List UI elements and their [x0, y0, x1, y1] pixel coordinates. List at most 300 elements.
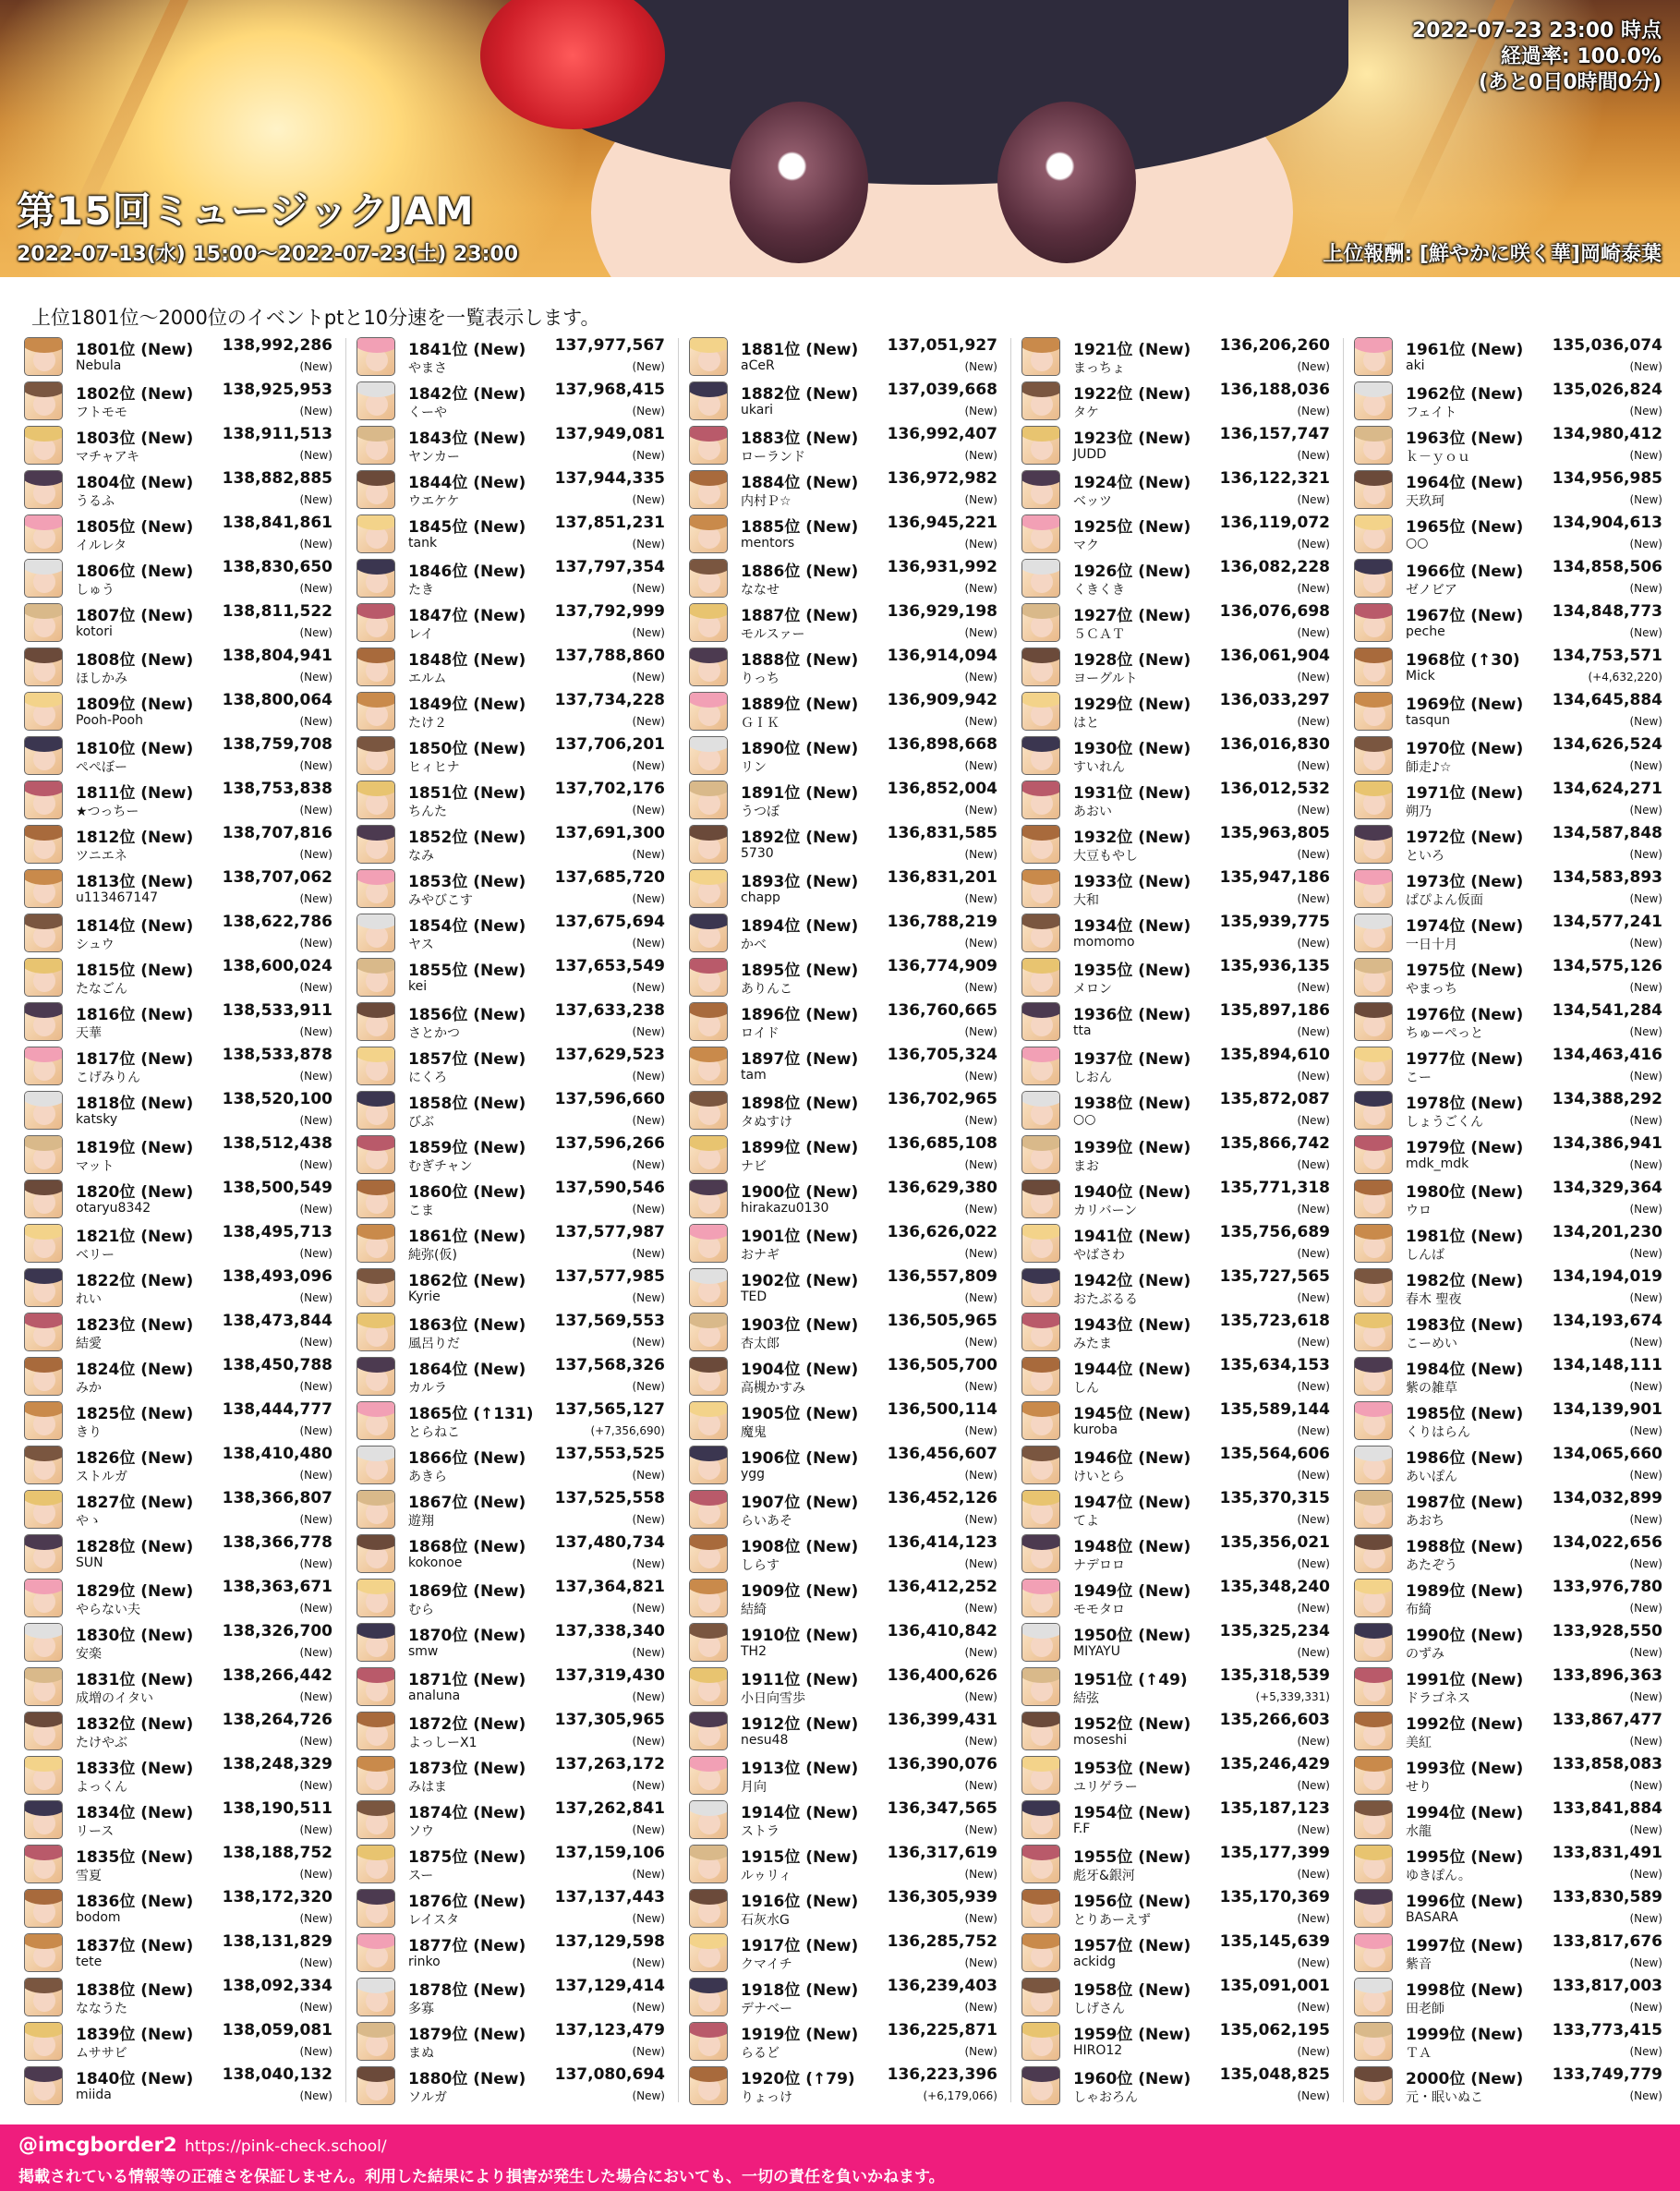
- ten-minute-speed: (New): [299, 1070, 332, 1083]
- rank-label: 1988位 (New): [1406, 1538, 1524, 1556]
- idol-card-icon: [1354, 1579, 1393, 1617]
- ten-minute-speed: (New): [632, 626, 665, 639]
- twitter-handle[interactable]: @imcgborder2: [18, 2134, 177, 2156]
- event-points: 133,976,780: [1552, 1578, 1662, 1596]
- producer-name: すいれん: [1073, 760, 1125, 775]
- ten-minute-speed: (New): [1629, 1380, 1662, 1393]
- rank-label: 1832位 (New): [76, 1715, 194, 1734]
- ten-minute-speed: (New): [632, 1336, 665, 1349]
- idol-card-icon: [1354, 1534, 1393, 1573]
- ten-minute-speed: (New): [1297, 1291, 1330, 1304]
- event-points: 133,928,550: [1552, 1622, 1662, 1640]
- ten-minute-speed: (New): [299, 804, 332, 817]
- ranking-entry: [687, 1044, 1005, 1088]
- rank-label: 1884位 (New): [741, 474, 859, 492]
- event-points: 138,172,320: [222, 1888, 332, 1907]
- ten-minute-speed: (New): [1297, 1025, 1330, 1038]
- ten-minute-speed: (New): [632, 405, 665, 418]
- event-points: 138,992,286: [222, 336, 332, 355]
- producer-name: 紫の雑草: [1406, 1381, 1457, 1396]
- event-points: 134,645,884: [1552, 691, 1662, 709]
- event-points: 136,852,004: [887, 780, 997, 798]
- idol-card-icon: [1021, 1667, 1060, 1706]
- ten-minute-speed: (New): [1629, 2001, 1662, 2014]
- idol-card-icon: [689, 1712, 728, 1750]
- rank-label: 1819位 (New): [76, 1139, 194, 1157]
- ten-minute-speed: (New): [1297, 1380, 1330, 1393]
- ranking-entry: [687, 1088, 1005, 1132]
- ranking-entry: [687, 911, 1005, 955]
- producer-name: なみ: [408, 849, 434, 864]
- rank-label: 1907位 (New): [741, 1494, 859, 1512]
- rank-label: 1971位 (New): [1406, 784, 1524, 803]
- ten-minute-speed: (New): [632, 1158, 665, 1171]
- event-points: 136,909,942: [887, 691, 997, 709]
- idol-card-icon: [1354, 1978, 1393, 2016]
- rank-label: 1856位 (New): [408, 1006, 526, 1024]
- event-points: 138,707,816: [222, 824, 332, 842]
- ranking-entry: [687, 1443, 1005, 1487]
- producer-name: ナビ: [741, 1159, 767, 1174]
- rank-label: 1893位 (New): [741, 873, 859, 891]
- event-points: 136,931,992: [887, 558, 997, 576]
- event-points: 138,040,132: [222, 2065, 332, 2084]
- ranking-entry: [1020, 999, 1337, 1044]
- producer-name: 小日向雪歩: [741, 1691, 805, 1706]
- producer-name: イルレタ: [76, 539, 127, 553]
- idol-card-icon: [357, 648, 395, 686]
- idol-card-icon: [1354, 958, 1393, 997]
- rank-label: 1962位 (New): [1406, 385, 1524, 404]
- idol-card-icon: [1021, 914, 1060, 952]
- ranking-entry: [22, 778, 340, 822]
- ranking-entry: [1352, 1842, 1670, 1886]
- producer-name: TH2: [741, 1644, 767, 1659]
- idol-card-icon: [1021, 825, 1060, 864]
- event-points: 138,882,885: [222, 469, 332, 488]
- event-points: 135,634,153: [1219, 1356, 1330, 1374]
- event-points: 137,577,985: [554, 1267, 665, 1286]
- ranking-entry: [1020, 1398, 1337, 1443]
- event-points: 137,129,414: [554, 1977, 665, 1995]
- rank-label: 1827位 (New): [76, 1494, 194, 1512]
- ten-minute-speed: (New): [632, 1291, 665, 1304]
- event-points: 138,512,438: [222, 1134, 332, 1153]
- event-points: 133,830,589: [1552, 1888, 1662, 1907]
- idol-card-icon: [1021, 603, 1060, 642]
- producer-name: aki: [1406, 358, 1425, 373]
- ranking-entry: [1020, 1975, 1337, 2019]
- site-link[interactable]: https://pink-check.school/: [185, 2137, 387, 2156]
- event-points: 136,505,700: [887, 1356, 997, 1374]
- rank-label: 1931位 (New): [1073, 784, 1191, 803]
- idol-card-icon: [357, 1313, 395, 1351]
- rank-label: 1986位 (New): [1406, 1449, 1524, 1468]
- event-points: 137,706,201: [554, 735, 665, 754]
- rank-label: 1822位 (New): [76, 1272, 194, 1290]
- event-points: 135,145,639: [1219, 1932, 1330, 1951]
- producer-name: ありんこ: [741, 982, 792, 997]
- ranking-entry: [1352, 1753, 1670, 1798]
- ranking-entry: [22, 1044, 340, 1088]
- ranking-entry: [687, 1221, 1005, 1265]
- producer-name: tank: [408, 536, 438, 551]
- ranking-entry: [1352, 1664, 1670, 1709]
- rank-label: 1964位 (New): [1406, 474, 1524, 492]
- ranking-entry: [22, 1310, 340, 1354]
- rank-label: 1802位 (New): [76, 385, 194, 404]
- ten-minute-speed: (New): [964, 1247, 997, 1260]
- ranking-entry: [687, 1620, 1005, 1664]
- event-points: 137,305,965: [554, 1711, 665, 1729]
- event-points: 136,157,747: [1219, 425, 1330, 443]
- idol-card-icon: [1354, 337, 1393, 376]
- producer-name: たなごん: [76, 982, 127, 997]
- rank-label: 1852位 (New): [408, 829, 526, 847]
- rank-label: 1892位 (New): [741, 829, 859, 847]
- ranking-entry: [687, 645, 1005, 689]
- producer-name: peche: [1406, 624, 1445, 639]
- ten-minute-speed: (New): [299, 1735, 332, 1748]
- event-points: 137,129,598: [554, 1932, 665, 1951]
- event-points: 137,577,987: [554, 1223, 665, 1241]
- ranking-entry: [1020, 1620, 1337, 1664]
- ranking-entry: [355, 2019, 672, 2064]
- event-points: 135,026,824: [1552, 381, 1662, 399]
- idol-card-icon: [1021, 1002, 1060, 1041]
- ranking-entry: [1352, 1975, 1670, 2019]
- rank-label: 1966位 (New): [1406, 563, 1524, 581]
- event-points: 134,858,506: [1552, 558, 1662, 576]
- producer-name: こーめい: [1406, 1337, 1457, 1351]
- producer-name: けいとら: [1073, 1470, 1125, 1484]
- ranking-entry: [22, 1221, 340, 1265]
- idol-card-icon: [357, 1357, 395, 1396]
- idol-card-icon: [689, 1002, 728, 1041]
- ten-minute-speed: (New): [1297, 981, 1330, 994]
- ten-minute-speed: (New): [299, 1912, 332, 1925]
- producer-name: 水龍: [1406, 1824, 1432, 1839]
- ten-minute-speed: (New): [1297, 1868, 1330, 1881]
- producer-name: ストラ: [741, 1824, 780, 1839]
- event-points: 138,188,752: [222, 1844, 332, 1862]
- ten-minute-speed: (New): [1629, 1158, 1662, 1171]
- ranking-entry: [1020, 822, 1337, 866]
- ten-minute-speed: (New): [964, 1336, 997, 1349]
- ranking-entry: [1020, 1886, 1337, 1931]
- ranking-entry: [355, 1664, 672, 1709]
- ranking-entry: [1352, 1620, 1670, 1664]
- idol-card-icon: [1021, 381, 1060, 420]
- producer-name: しんば: [1406, 1248, 1444, 1263]
- ranking-entry: [22, 512, 340, 556]
- producer-name: 多寡: [408, 2002, 434, 2016]
- idol-card-icon: [1354, 1446, 1393, 1484]
- idol-card-icon: [24, 1268, 63, 1307]
- ten-minute-speed: (New): [1629, 1291, 1662, 1304]
- event-points: 136,410,842: [887, 1622, 997, 1640]
- event-points: 133,896,363: [1552, 1666, 1662, 1685]
- producer-name: JUDD: [1073, 447, 1106, 462]
- event-period: 2022-07-13(水) 15:00～2022-07-23(土) 23:00: [17, 243, 519, 266]
- event-points: 136,505,965: [887, 1312, 997, 1330]
- rank-label: 1818位 (New): [76, 1095, 194, 1113]
- rank-label: 1949位 (New): [1073, 1582, 1191, 1601]
- event-points: 138,131,829: [222, 1932, 332, 1951]
- producer-name: 杏太郎: [741, 1337, 780, 1351]
- ten-minute-speed: (New): [1297, 493, 1330, 506]
- ranking-entry: [1352, 822, 1670, 866]
- ranking-entry: [1020, 1753, 1337, 1798]
- producer-name: ウロ: [1406, 1204, 1432, 1218]
- ranking-entry: [1020, 1576, 1337, 1620]
- producer-name: しょうごくん: [1406, 1115, 1483, 1130]
- rank-label: 1996位 (New): [1406, 1893, 1524, 1911]
- idol-card-icon: [689, 1756, 728, 1795]
- rank-label: 1806位 (New): [76, 563, 194, 581]
- ten-minute-speed: (New): [964, 1646, 997, 1659]
- ranking-entry: [22, 955, 340, 999]
- idol-card-icon: [24, 2022, 63, 2061]
- ten-minute-speed: (New): [1629, 2089, 1662, 2102]
- producer-name: うるふ: [76, 494, 115, 509]
- rank-label: 1811位 (New): [76, 784, 194, 803]
- ten-minute-speed: (New): [1297, 360, 1330, 373]
- producer-name: katsky: [76, 1112, 118, 1127]
- producer-name: Kyrie: [408, 1289, 441, 1304]
- event-points: 134,193,674: [1552, 1312, 1662, 1330]
- producer-name: とりあーえず: [1073, 1913, 1151, 1928]
- idol-card-icon: [24, 1313, 63, 1351]
- ten-minute-speed: (New): [964, 981, 997, 994]
- producer-name: 一日十月: [1406, 938, 1457, 952]
- ranking-entry: [22, 1842, 340, 1886]
- ten-minute-speed: (New): [964, 1956, 997, 1969]
- ten-minute-speed: (New): [1629, 1247, 1662, 1260]
- idol-card-icon: [1354, 1667, 1393, 1706]
- rank-label: 1982位 (New): [1406, 1272, 1524, 1290]
- idol-card-icon: [24, 1047, 63, 1085]
- producer-name: 春木 聖夜: [1406, 1292, 1462, 1307]
- rank-label: 1937位 (New): [1073, 1050, 1191, 1069]
- rank-label: 1812位 (New): [76, 829, 194, 847]
- idol-card-icon: [1354, 470, 1393, 509]
- producer-name: しおん: [1073, 1071, 1112, 1085]
- ten-minute-speed: (New): [632, 538, 665, 551]
- ten-minute-speed: (New): [1297, 1247, 1330, 1260]
- rank-label: 1866位 (New): [408, 1449, 526, 1468]
- idol-card-icon: [689, 559, 728, 598]
- ten-minute-speed: (New): [299, 582, 332, 595]
- ten-minute-speed: (New): [1629, 1203, 1662, 1216]
- ten-minute-speed: (New): [299, 1025, 332, 1038]
- rank-label: 1932位 (New): [1073, 829, 1191, 847]
- ranking-entry: [355, 955, 672, 999]
- rank-label: 2000位 (New): [1406, 2070, 1524, 2088]
- ranking-table: [22, 334, 1666, 2108]
- producer-name: あたぞう: [1406, 1558, 1457, 1573]
- idol-card-icon: [1021, 1889, 1060, 1928]
- ten-minute-speed: (New): [1297, 759, 1330, 772]
- ranking-entry: [355, 1753, 672, 1798]
- ranking-entry: [1020, 733, 1337, 778]
- producer-name: nesu48: [741, 1733, 789, 1748]
- ranking-entry: [355, 1354, 672, 1398]
- idol-card-icon: [1021, 736, 1060, 775]
- ranking-entry: [22, 334, 340, 379]
- idol-card-icon: [24, 1357, 63, 1396]
- event-points: 136,629,380: [887, 1179, 997, 1197]
- idol-card-icon: [689, 825, 728, 864]
- ten-minute-speed: (New): [632, 1602, 665, 1615]
- rank-label: 1933位 (New): [1073, 873, 1191, 891]
- ranking-entry: [355, 1709, 672, 1753]
- rank-label: 1809位 (New): [76, 696, 194, 714]
- rank-label: 1899位 (New): [741, 1139, 859, 1157]
- producer-name: 純弥(仮): [408, 1248, 457, 1263]
- producer-name: 大豆もやし: [1073, 849, 1138, 864]
- idol-card-icon: [1021, 1047, 1060, 1085]
- rank-label: 1857位 (New): [408, 1050, 526, 1069]
- ranking-entry: [687, 1753, 1005, 1798]
- event-points: 138,248,329: [222, 1755, 332, 1773]
- producer-name: シュウ: [76, 938, 115, 952]
- producer-name: ナデロロ: [1073, 1558, 1125, 1573]
- idol-card-icon: [1021, 1756, 1060, 1795]
- producer-name: 師走♪☆: [1406, 760, 1452, 775]
- producer-name: ソルガ: [408, 2090, 447, 2105]
- producer-name: ukari: [741, 403, 773, 418]
- producer-name: ゆきぽん。: [1406, 1869, 1471, 1883]
- idol-card-icon: [1354, 1002, 1393, 1041]
- event-points: 138,759,708: [222, 735, 332, 754]
- ranking-entry: [1020, 1931, 1337, 1975]
- timestamp: 2022-07-23 23:00 時点: [1411, 19, 1662, 42]
- idol-card-icon: [24, 2066, 63, 2105]
- ranking-column: [355, 334, 672, 2108]
- producer-name: ベリー: [76, 1248, 115, 1263]
- ten-minute-speed: (New): [1297, 2089, 1330, 2102]
- ranking-entry: [1352, 1443, 1670, 1487]
- idol-card-icon: [1354, 1357, 1393, 1396]
- rank-label: 1993位 (New): [1406, 1760, 1524, 1778]
- ten-minute-speed: (New): [1297, 1070, 1330, 1083]
- rank-label: 1972位 (New): [1406, 829, 1524, 847]
- ranking-entry: [1020, 1132, 1337, 1177]
- idol-card-icon: [1021, 514, 1060, 553]
- ten-minute-speed: (New): [299, 1779, 332, 1792]
- producer-name: くきくき: [1073, 583, 1125, 598]
- ranking-entry: [687, 556, 1005, 600]
- event-points: 136,305,939: [887, 1888, 997, 1907]
- ranking-entry: [22, 733, 340, 778]
- ten-minute-speed: (New): [964, 493, 997, 506]
- rank-label: 1815位 (New): [76, 962, 194, 980]
- event-points: 137,569,553: [554, 1312, 665, 1330]
- event-points: 136,399,431: [887, 1711, 997, 1729]
- idol-card-icon: [357, 1933, 395, 1972]
- ten-minute-speed: (New): [632, 1070, 665, 1083]
- ranking-entry: [22, 1132, 340, 1177]
- producer-name: くーや: [408, 406, 447, 420]
- ranking-entry: [355, 600, 672, 645]
- idol-card-icon: [357, 1579, 395, 1617]
- idol-card-icon: [357, 2022, 395, 2061]
- ranking-entry: [22, 423, 340, 467]
- ranking-entry: [687, 467, 1005, 512]
- ten-minute-speed: (New): [964, 848, 997, 861]
- producer-name: Pooh-Pooh: [76, 713, 143, 728]
- ten-minute-speed: (New): [1629, 1557, 1662, 1570]
- ten-minute-speed: (New): [299, 1424, 332, 1437]
- ranking-entry: [22, 2064, 340, 2108]
- producer-name: ちんた: [408, 805, 447, 819]
- event-points: 138,495,713: [222, 1223, 332, 1241]
- ten-minute-speed: (New): [964, 360, 997, 373]
- ranking-entry: [22, 1487, 340, 1531]
- producer-name: HIRO12: [1073, 2043, 1123, 2058]
- event-points: 136,760,665: [887, 1001, 997, 1020]
- idol-card-icon: [357, 1135, 395, 1174]
- event-points: 136,188,036: [1219, 381, 1330, 399]
- rank-label: 1936位 (New): [1073, 1006, 1191, 1024]
- rank-label: 1965位 (New): [1406, 518, 1524, 537]
- event-points: 136,061,904: [1219, 647, 1330, 665]
- ten-minute-speed: (New): [632, 449, 665, 462]
- event-points: 135,091,001: [1219, 1977, 1330, 1995]
- producer-name: しゅう: [76, 583, 115, 598]
- producer-name: tam: [741, 1068, 767, 1083]
- event-points: 135,756,689: [1219, 1223, 1330, 1241]
- event-points: 137,851,231: [554, 514, 665, 532]
- ranking-entry: [1352, 1487, 1670, 1531]
- ten-minute-speed: (New): [632, 848, 665, 861]
- event-points: 136,972,982: [887, 469, 997, 488]
- idol-card-icon: [689, 648, 728, 686]
- event-points: 136,685,108: [887, 1134, 997, 1153]
- ten-minute-speed: (New): [299, 2001, 332, 2014]
- event-points: 135,266,603: [1219, 1711, 1330, 1729]
- ranking-entry: [1352, 1265, 1670, 1310]
- ten-minute-speed: (New): [1629, 1956, 1662, 1969]
- event-points: 134,904,613: [1552, 514, 1662, 532]
- event-banner: [0, 0, 1680, 277]
- ranking-entry: [1020, 1044, 1337, 1088]
- ranking-entry: [687, 999, 1005, 1044]
- producer-name: ぱぴよん仮面: [1406, 893, 1483, 908]
- ten-minute-speed: (New): [1629, 1469, 1662, 1482]
- producer-name: mdk_mdk: [1406, 1156, 1469, 1171]
- event-points: 136,831,585: [887, 824, 997, 842]
- event-points: 136,557,809: [887, 1267, 997, 1286]
- ten-minute-speed: (New): [964, 1291, 997, 1304]
- producer-name: 遊翔: [408, 1514, 434, 1529]
- producer-name: 田老師: [1406, 2002, 1444, 2016]
- ranking-entry: [687, 423, 1005, 467]
- ten-minute-speed: (New): [299, 1291, 332, 1304]
- ranking-entry: [22, 600, 340, 645]
- event-points: 138,493,096: [222, 1267, 332, 1286]
- rank-label: 1968位 (↑30): [1406, 651, 1520, 670]
- producer-name: りっち: [741, 672, 780, 686]
- ten-minute-speed: (New): [1629, 848, 1662, 861]
- producer-name: カルラ: [408, 1381, 447, 1396]
- ranking-entry: [1352, 955, 1670, 999]
- idol-card-icon: [357, 1047, 395, 1085]
- producer-name: レイスタ: [408, 1913, 460, 1928]
- rank-label: 1940位 (New): [1073, 1183, 1191, 1202]
- ranking-entry: [1352, 1354, 1670, 1398]
